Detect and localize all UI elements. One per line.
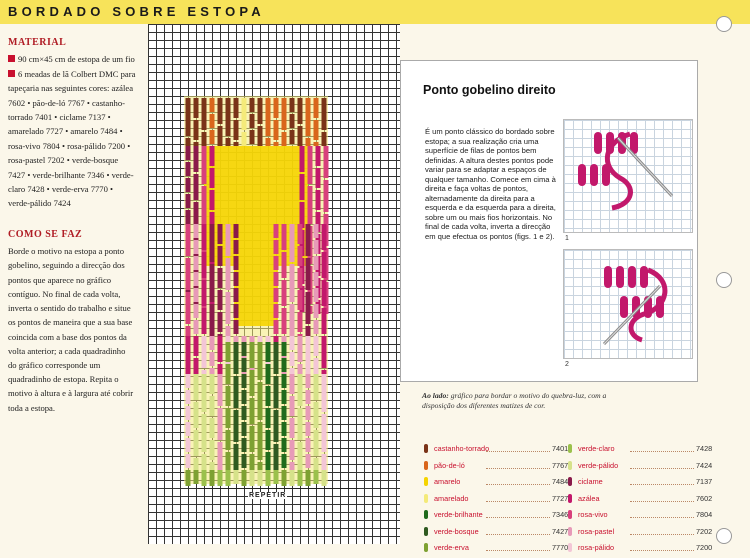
- legend-row: [424, 475, 574, 492]
- material-item: [8, 67, 136, 211]
- legend-color-name: verde-pálido: [578, 460, 619, 470]
- leader-dots: [486, 501, 550, 502]
- material-heading: MATERIAL: [8, 37, 67, 48]
- legend-color-code: 7137: [696, 477, 713, 486]
- color-legend-right: [568, 442, 718, 558]
- figure-2-illustration: [564, 250, 692, 358]
- leader-dots: [486, 451, 550, 452]
- panel-title: Ponto gobelino direito: [423, 83, 556, 97]
- legend-color-code: 7202: [696, 526, 713, 536]
- legend-color-code: 7427: [552, 526, 569, 536]
- embroidery-pattern: [148, 24, 400, 544]
- page-header: [0, 0, 750, 24]
- legend-color-name: castanho-torrado: [434, 444, 490, 453]
- yarn-swatch-icon: [424, 461, 428, 470]
- binder-hole: [716, 16, 732, 32]
- legend-row: [568, 541, 718, 558]
- yarn-swatch-icon: [424, 527, 428, 536]
- figure-2-label: 2: [565, 361, 569, 368]
- stitch-panel: [400, 60, 698, 382]
- page-title: BORDADO SOBRE ESTOPA: [8, 4, 265, 19]
- chart-caption: [422, 391, 622, 411]
- legend-color-name: rosa-pastel: [578, 526, 615, 536]
- legend-color-code: 7770: [552, 543, 569, 552]
- legend-row: [424, 459, 574, 476]
- repeat-label: REPETIR: [249, 492, 287, 499]
- yarn-swatch-icon: [568, 494, 572, 503]
- red-square-bullet-icon: [8, 55, 15, 62]
- legend-row: [424, 525, 574, 542]
- legend-color-name: azálea: [578, 493, 600, 503]
- legend-color-name: amarelado: [434, 493, 469, 503]
- embroidery-chart-grid: [148, 24, 400, 544]
- legend-color-name: verde-bosque: [434, 526, 479, 536]
- legend-color-code: 7767: [552, 460, 569, 470]
- legend-color-code: 7602: [696, 493, 713, 503]
- leader-dots: [630, 468, 694, 469]
- legend-color-code: 7424: [696, 460, 713, 470]
- yarn-swatch-icon: [424, 510, 428, 519]
- leader-dots: [630, 484, 694, 485]
- yarn-swatch-icon: [424, 477, 428, 486]
- legend-color-code: 7428: [696, 444, 713, 453]
- repeat-bar: [198, 488, 358, 489]
- legend-color-code: 7804: [696, 510, 713, 519]
- legend-color-name: verde-erva: [434, 543, 469, 552]
- yarn-swatch-icon: [568, 510, 572, 519]
- legend-color-name: pão-de-ló: [434, 460, 465, 470]
- instructions-column: [8, 36, 136, 415]
- leader-dots: [486, 534, 550, 535]
- caption-text: gráfico para bordar o motivo do quebra-luz, com a disposição dos diferentes matizes de cor.: [422, 391, 607, 410]
- legend-color-name: amarelo: [434, 477, 461, 486]
- legend-color-code: 7727: [552, 493, 569, 503]
- yarn-swatch-icon: [568, 477, 572, 486]
- legend-color-name: rosa-pálido: [578, 543, 615, 552]
- legend-row: [424, 492, 574, 509]
- binder-hole: [716, 272, 732, 288]
- leader-dots: [630, 451, 694, 452]
- figure-1-label: 1: [565, 235, 569, 242]
- legend-color-name: rosa-vivo: [578, 510, 608, 519]
- material-item-text: 90 cm×45 cm de estopa de um fio: [18, 54, 135, 65]
- yarn-swatch-icon: [424, 444, 428, 453]
- leader-dots: [486, 517, 550, 518]
- legend-row: [568, 442, 718, 459]
- legend-color-code: 7401: [552, 444, 569, 453]
- red-square-bullet-icon: [8, 70, 15, 77]
- leader-dots: [486, 468, 550, 469]
- legend-row: [568, 508, 718, 525]
- leader-dots: [630, 501, 694, 502]
- figure-2: [563, 249, 693, 359]
- legend-row: [568, 492, 718, 509]
- figure-1-illustration: [564, 120, 692, 232]
- material-item: [8, 52, 136, 66]
- legend-color-code: 7200: [696, 543, 713, 552]
- legend-row: [424, 442, 574, 459]
- legend-row: [424, 508, 574, 525]
- legend-color-name: ciclame: [578, 477, 603, 486]
- legend-color-name: verde-claro: [578, 444, 615, 453]
- legend-color-name: verde-brilhante: [434, 510, 483, 519]
- como-heading: COMO SE FAZ: [8, 228, 83, 240]
- leader-dots: [630, 534, 694, 535]
- figure-1: [563, 119, 693, 233]
- legend-color-code: 7484: [552, 477, 569, 486]
- material-item-text: 6 meadas de lã Colbert DMC para tapeçaria nas seguintes cores: azálea 7602 • pão-de-ló 7767 • castanho-torrado 7401 • ciclame 7137 • amarelado 7727 • amarelo 7484 • rosa-vivo 7804 • rosa-pálido 7200 • rosa-pastel 7202 • verde-bosque 7427 • verde-brilhante 7346 • verde-claro 7428 • verde-erva 7770 • verde-pálido 7424: [8, 68, 136, 209]
- como-text: Borde o motivo na estopa a ponto gobelino, seguindo a direcção dos pontos que aparece no gráfico contíguo. No final de cada volta, inverta o sentido do trabalho e situe os pontos de maneira que a sua base coincida com a base dos pontos da volta anterior; a cada quadradinho do gráfico corresponde um quadradinho de estopa. Repita o motivo à altura e à largura até cobrir toda a estopa.: [8, 246, 134, 413]
- legend-row: [568, 525, 718, 542]
- legend-row: [424, 541, 574, 558]
- leader-dots: [630, 517, 694, 518]
- legend-row: [568, 459, 718, 476]
- legend-row: [568, 475, 718, 492]
- legend-color-code: 7346: [552, 510, 569, 519]
- color-legend-left: [424, 442, 574, 558]
- caption-lead: Ao lado:: [422, 391, 449, 400]
- yarn-swatch-icon: [568, 461, 572, 470]
- yarn-swatch-icon: [424, 494, 428, 503]
- yarn-swatch-icon: [568, 527, 572, 536]
- binder-hole: [716, 528, 732, 544]
- panel-text: É um ponto clássico do bordado sobre estopa; a sua realização cria uma superfície de filas de pontos bem definidas. A altura destes pontos pode variar para se adaptar a espaços de qualquer tamanho. Comece em cima à direita e faça voltas de pontos, alternadamente da direita para a esquerda e da esquerda para a direita, sobre um ou mais fios horizontais. No final de cada volta, inverta a direcção em que efectua os pontos (figs. 1 e 2).: [425, 127, 556, 241]
- yarn-swatch-icon: [568, 444, 572, 453]
- leader-dots: [486, 484, 550, 485]
